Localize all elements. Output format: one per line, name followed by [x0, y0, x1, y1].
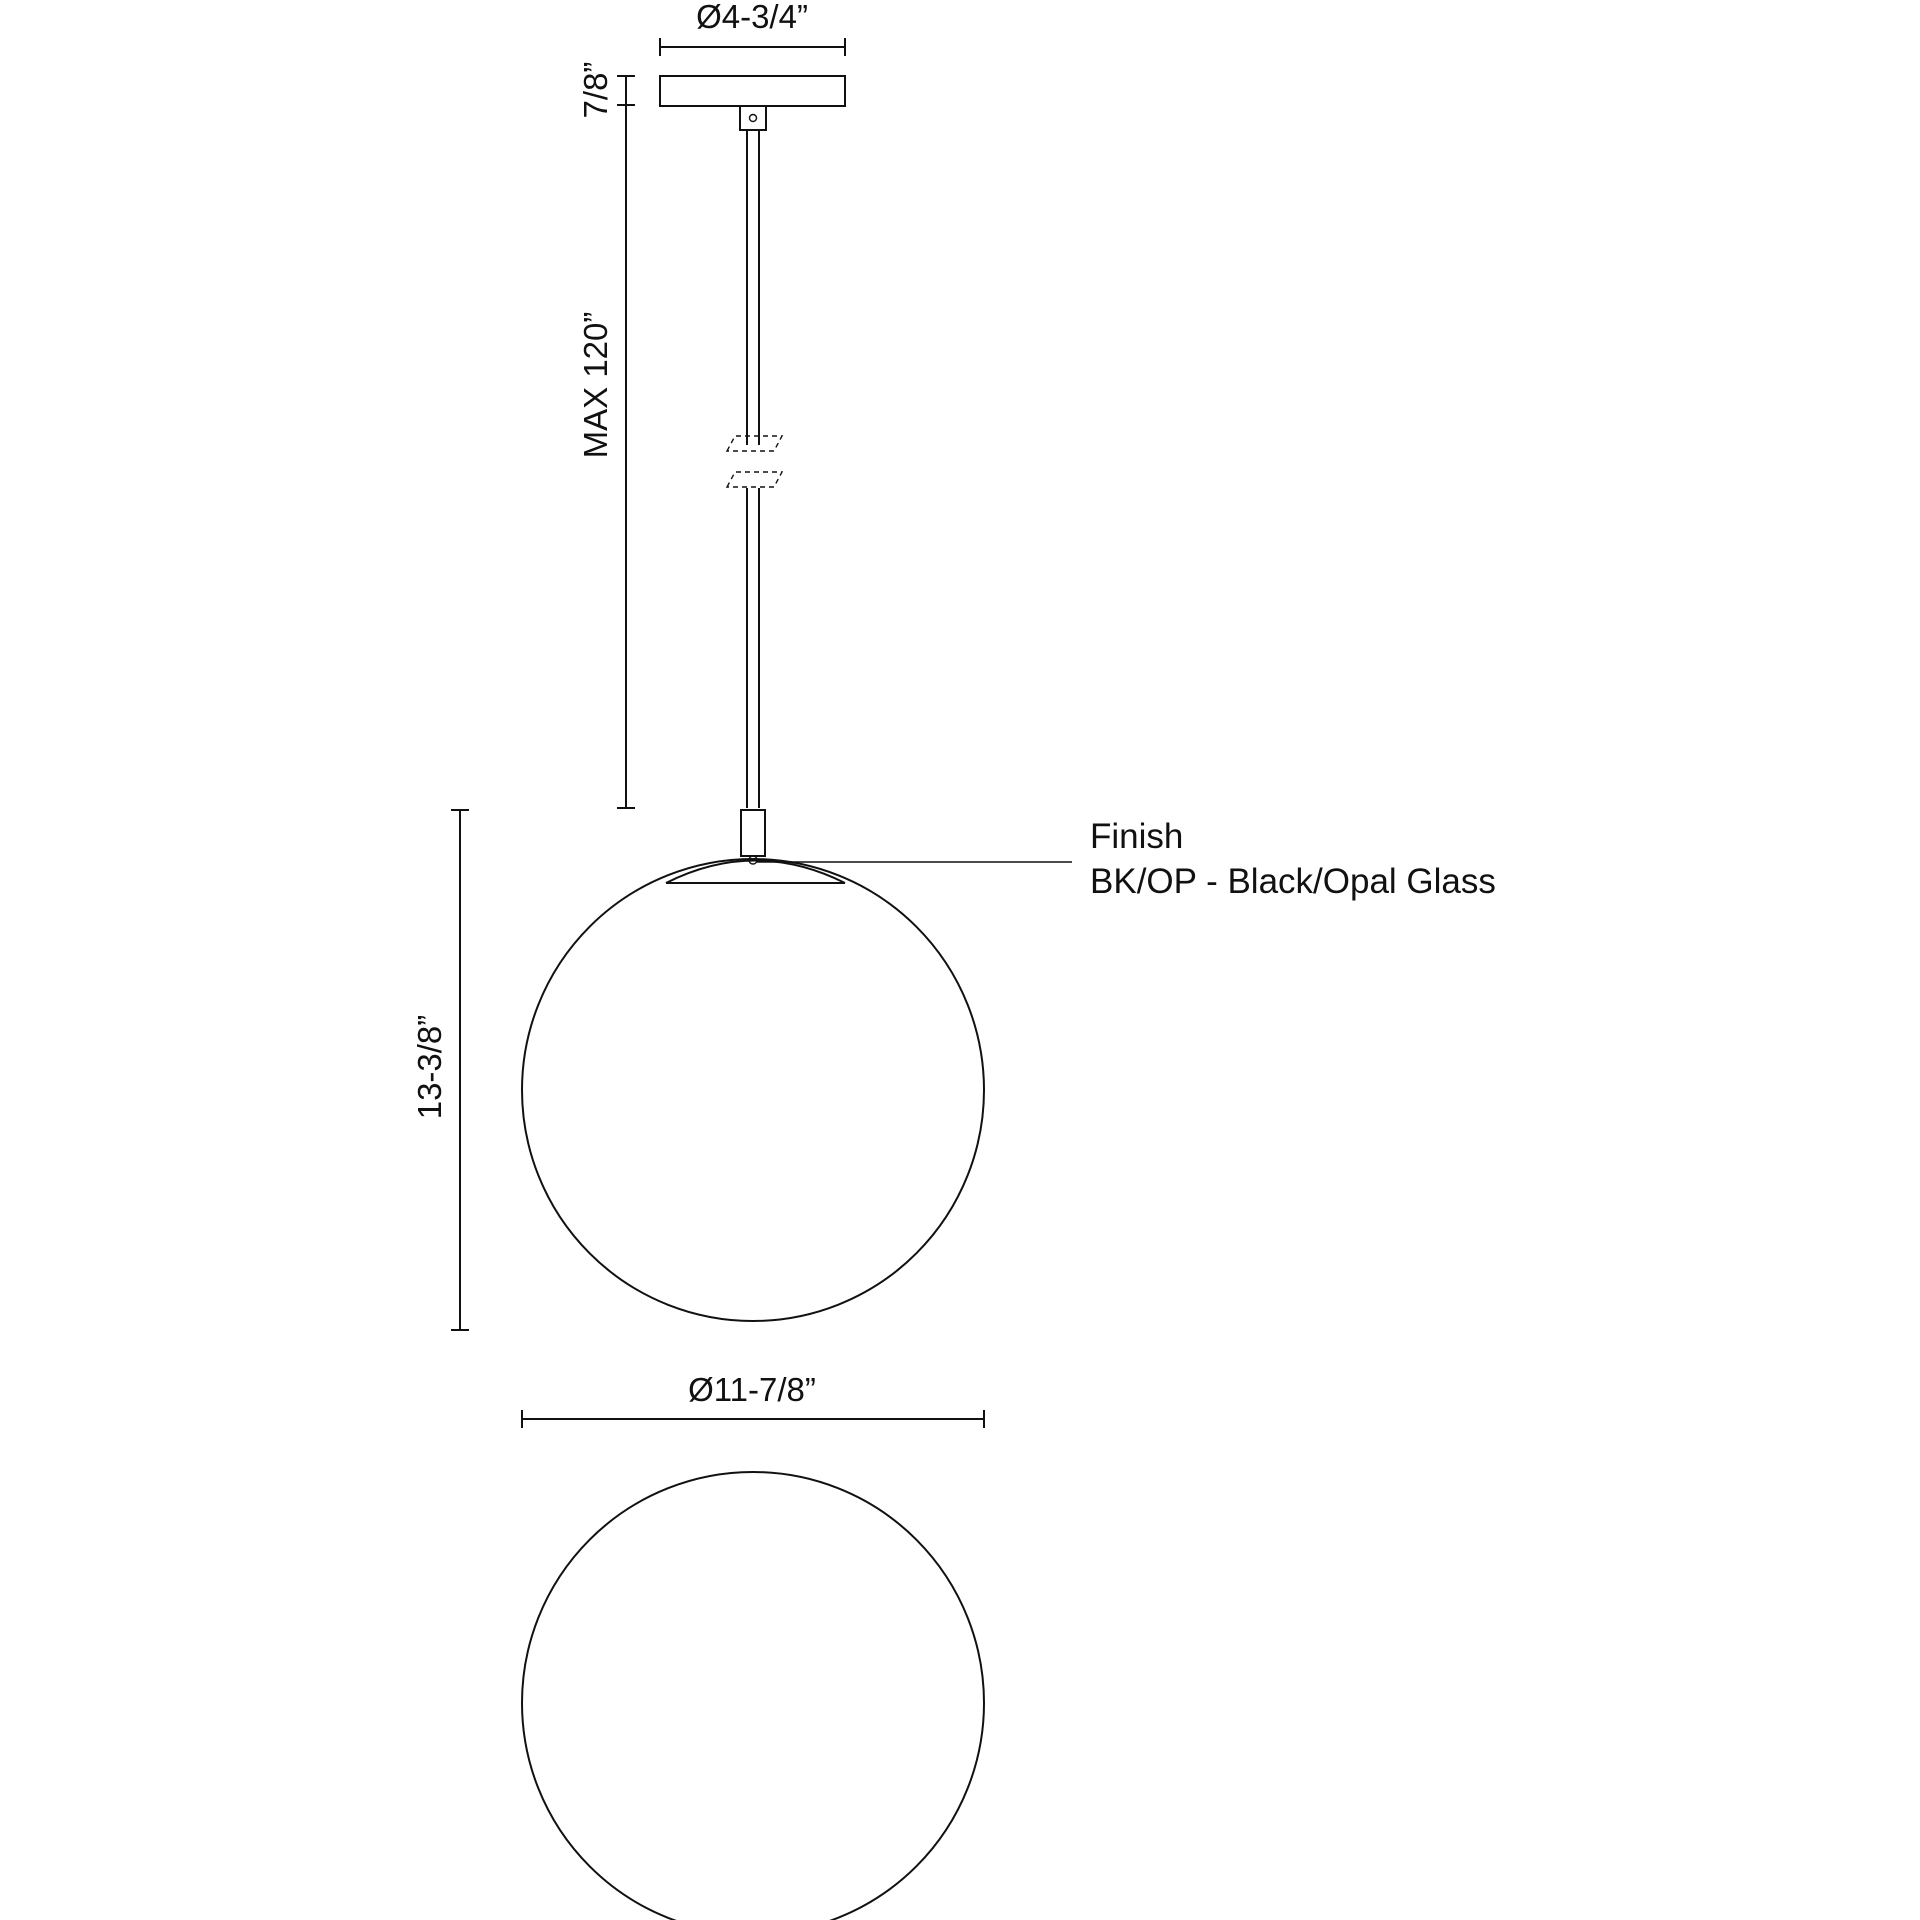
canopy-diameter-dimension: [660, 0, 845, 56]
stem-lower: [747, 488, 759, 808]
finish-callout-value: BK/OP - Black/Opal Glass: [1090, 862, 1496, 901]
max-length-dimension: [577, 105, 635, 808]
max-length-label: MAX 120”: [577, 311, 614, 459]
canopy-height-label: 7/8”: [577, 61, 614, 119]
globe-height-dimension: [411, 810, 469, 1330]
finish-callout: [757, 817, 1496, 901]
finish-callout-title: Finish: [1090, 817, 1184, 856]
stem-upper: [747, 130, 759, 445]
globe-diameter-dimension: [522, 1371, 984, 1428]
pendant-globe-side-view: [522, 810, 984, 1321]
globe-height-label: 13-3/8”: [411, 1014, 448, 1120]
canopy: [660, 76, 845, 130]
pendant-globe-bottom-view: [522, 1472, 984, 1920]
canopy-diameter-label: Ø4-3/4”: [696, 0, 808, 35]
stem-break-symbol: [727, 436, 782, 487]
globe-diameter-label: Ø11-7/8”: [688, 1371, 816, 1408]
